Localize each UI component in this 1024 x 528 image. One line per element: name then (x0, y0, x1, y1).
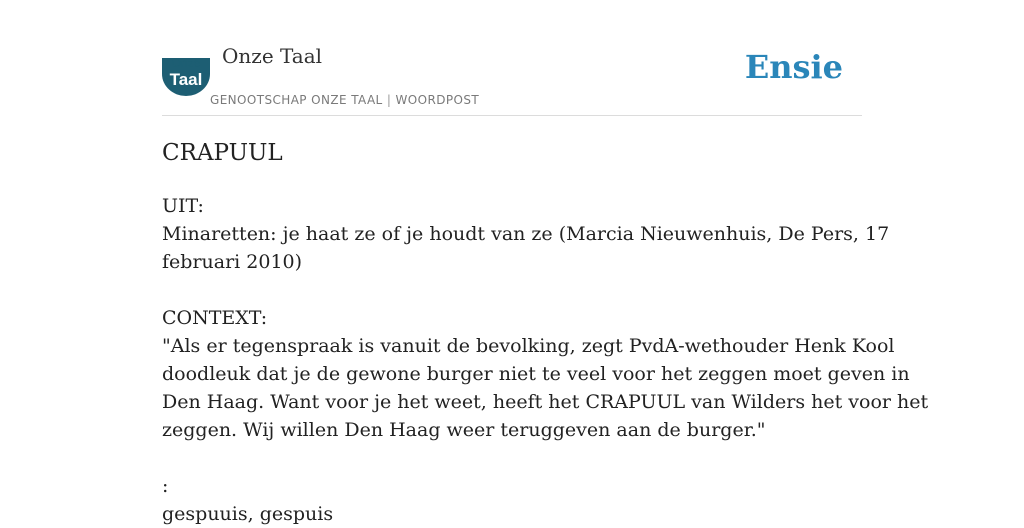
logo-text-top: Onze (171, 56, 201, 70)
tagline (210, 93, 479, 107)
colon-label: : (162, 475, 169, 497)
context-line-3: Den Haag. Want voor je het weet, heeft het CRAPUUL van Wilders het voor het (162, 391, 929, 413)
uit-source-line-2: februari 2010) (162, 251, 303, 273)
uit-label: UIT: (162, 195, 204, 217)
paragraph-gap (162, 276, 852, 304)
tagline-section: WOORDPOST (395, 93, 480, 107)
entry-title: CRAPUUL (162, 140, 283, 166)
context-line-1: "Als er tegenspraak is vanuit de bevolking, zegt PvdA-wethouder Henk Kool (162, 335, 895, 357)
onze-taal-logo[interactable] (162, 52, 210, 96)
synonyms-line: gespuuis, gespuis (162, 503, 334, 525)
tagline-publisher: GENOOTSCHAP ONZE TAAL (210, 93, 383, 107)
context-line-2: doodleuk dat je de gewone burger niet te veel voor het zeggen moet geven in (162, 363, 910, 385)
entry-body (162, 192, 929, 528)
ensie-brand-logo[interactable]: Ensie (744, 48, 843, 86)
site-header (162, 0, 862, 116)
logo-text-bottom: Taal (169, 70, 203, 89)
site-name[interactable]: Onze Taal (222, 44, 323, 68)
uit-source-line-1: Minaretten: je haat ze of je houdt van ze (Marcia Nieuwenhuis, De Pers, 17 (162, 223, 890, 245)
context-line-4: zeggen. Wij willen Den Haag weer teruggeven aan de burger." (162, 419, 766, 441)
page (162, 0, 929, 525)
paragraph-gap (162, 444, 852, 472)
context-label: CONTEXT: (162, 307, 268, 329)
tagline-separator: | (386, 93, 392, 107)
